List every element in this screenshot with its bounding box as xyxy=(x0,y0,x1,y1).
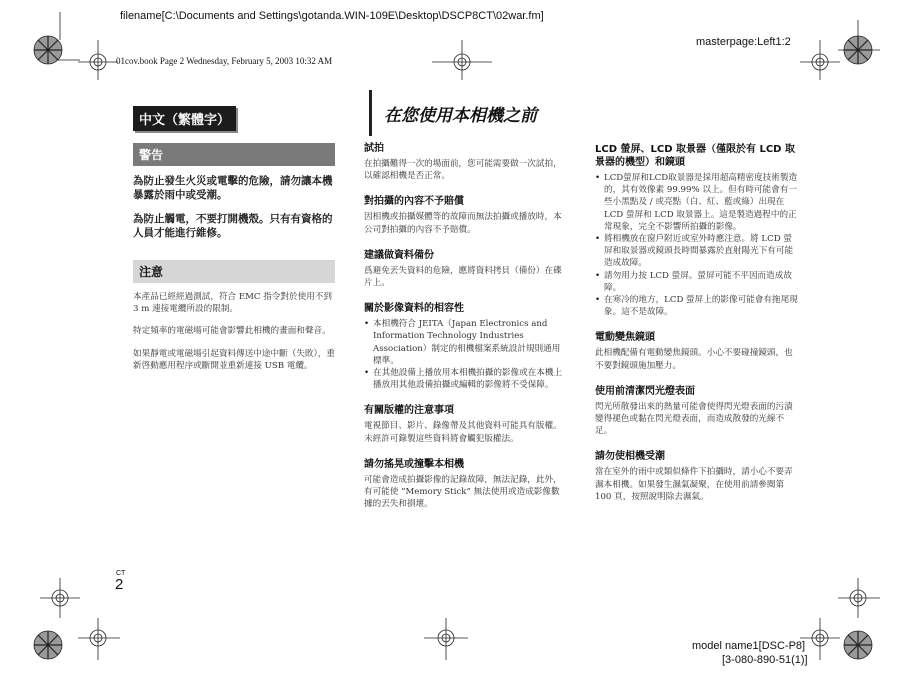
list-item: • 請勿用力按 LCD 螢屏。螢屏可能不平因而造成故障。 xyxy=(604,270,799,294)
middle-column xyxy=(364,142,566,523)
section-body: 電視節目、影片、錄像帶及其他資料可能具有版權。未經許可錄製這些資料將會觸犯版權法。 xyxy=(364,421,562,444)
section-body: 爲避免丟失資料的危險，應將資料拷貝（備份）在碟片上。 xyxy=(364,265,562,289)
filename-line: filename[C:\Documents and Settings\gotanda.WIN-109E\Desktop\DSCP8CT\02war.fm] xyxy=(120,10,544,22)
section-title: 試拍 xyxy=(364,143,384,154)
right-column xyxy=(595,143,799,516)
title-rule xyxy=(369,90,372,136)
notice-emc-text: 本產品已經經過測試，符合 EMC 指令對於使用不到 3 m 連接電纜所設的限制。 xyxy=(133,292,332,315)
section-copyright xyxy=(364,404,566,444)
model-code: [3-080-890-51(1)] xyxy=(722,654,808,666)
warning-shock-text: 為防止觸電，不要打開機殼。只有有資格的人員才能進行維修。 xyxy=(133,213,333,239)
masterpage-label: masterpage:Left1:2 xyxy=(696,36,791,48)
list-item: • 在寒冷的地方，LCD 螢屏上的影像可能會有拖尾現象。這不是故障。 xyxy=(604,294,799,318)
section-body: 因相機或拍攝媒體等的故障而無法拍攝或播放時，本公司對拍攝的內容不予賠償。 xyxy=(364,212,562,235)
section-title: 請勿使相機受潮 xyxy=(595,451,665,463)
list-item: • 在其他設備上播放用本相機拍攝的影像或在本機上播放用其他設備拍攝或編輯的影像將不受保障。 xyxy=(373,367,566,391)
section-body: 閃光所散發出來的熱量可能會使得閃光燈表面的污漬變得褪色或黏在閃光燈表面，而造成散發的光線不足。 xyxy=(595,401,793,437)
book-info-line: 01cov.book Page 2 Wednesday, February 5, 2003 10:32 AM xyxy=(116,56,333,66)
list-item: • LCD螢屏和LCD取景器是採用超高精密度技術製造的，其有效像素 99.99% 以上。但有時可能會有一些小黑點及 / 或亮點（白、紅、藍或綠）出現在 LCD 螢屏和 LCD 取景器上。這是製造過程中的正常現象，完全不影響所拍攝的影像。 xyxy=(604,172,799,233)
warning-heading: 警告 xyxy=(133,143,335,166)
section-test-shot xyxy=(364,142,566,182)
language-code: CT xyxy=(116,570,126,577)
section-zoom-lens xyxy=(595,331,799,371)
section-title: 請勿搖晃或撞擊本相機 xyxy=(364,458,464,470)
list-item: • 將相機放在窗戶附近或室外時應注意。將 LCD 螢屏和取景器或鏡頭長時間暴露於直射陽光下有可能造成故障。 xyxy=(604,233,799,270)
notice-field-text: 特定頻率的電磁場可能會影響此相機的畫面和聲音。 xyxy=(133,326,331,337)
section-title: 關於影像資料的相容性 xyxy=(364,303,464,315)
model-name: model name1[DSC-P8] xyxy=(692,640,806,652)
section-lcd xyxy=(595,143,799,318)
section-body: 此相機配備有電動變焦鏡頭。小心不要碰撞鏡頭，也不要對鏡頭施加壓力。 xyxy=(595,348,793,371)
section-title: 有關版權的注意事項 xyxy=(364,405,454,417)
section-title: LCD 螢屏、LCD 取景器（僅限於有 LCD 取景器的機型）和鏡頭 xyxy=(595,144,795,168)
language-label: 中文（繁體字） xyxy=(133,106,236,131)
section-body: 在拍攝難得一次的場面前，您可能需要做一次試拍，以確認相機是否正常。 xyxy=(364,159,562,182)
section-title: 電動變焦鏡頭 xyxy=(595,332,655,344)
notice-heading: 注意 xyxy=(133,260,335,283)
section-title: 對拍攝的內容不予賠償 xyxy=(364,196,464,208)
page-title: 在您使用本相機之前 xyxy=(384,106,537,126)
section-compatibility xyxy=(364,302,566,391)
list-item: • 本相機符合 JEITA（Japan Electronics and Information Technology Industries Association）制定的相機檔案系統設計規則通用標準。 xyxy=(373,318,566,367)
section-flash-clean xyxy=(595,385,799,438)
page-number: 2 xyxy=(115,576,124,593)
section-backup xyxy=(364,249,566,289)
section-title: 使用前清潔閃光燈表面 xyxy=(595,385,695,397)
left-column xyxy=(133,106,335,372)
section-body: 可能會造成拍攝影像的記錄故障，無法記錄，此外，有可能使 “Memory Stick” 無法使用或造成影像數據的丟失和損壞。 xyxy=(364,474,562,510)
section-body: 當在室外的雨中或類似條件下拍攝時，請小心不要弄濕本相機。如果發生濕氣凝聚，在使用前請參閱第 100 頁，按照說明除去濕氣。 xyxy=(595,467,793,502)
section-no-compensation xyxy=(364,195,566,235)
section-moisture xyxy=(595,450,799,503)
warning-fire-text: 為防止發生火災或電擊的危險，請勿讓本機暴露於雨中或受潮。 xyxy=(133,175,333,201)
section-title: 建議做資料備份 xyxy=(364,249,434,261)
notice-usb-text: 如果靜電或電磁場引起資料傳送中途中斷（失敗），重新啓動應用程序或斷開並重新連接 USB 電纜。 xyxy=(133,348,335,371)
section-no-shaking xyxy=(364,458,566,511)
